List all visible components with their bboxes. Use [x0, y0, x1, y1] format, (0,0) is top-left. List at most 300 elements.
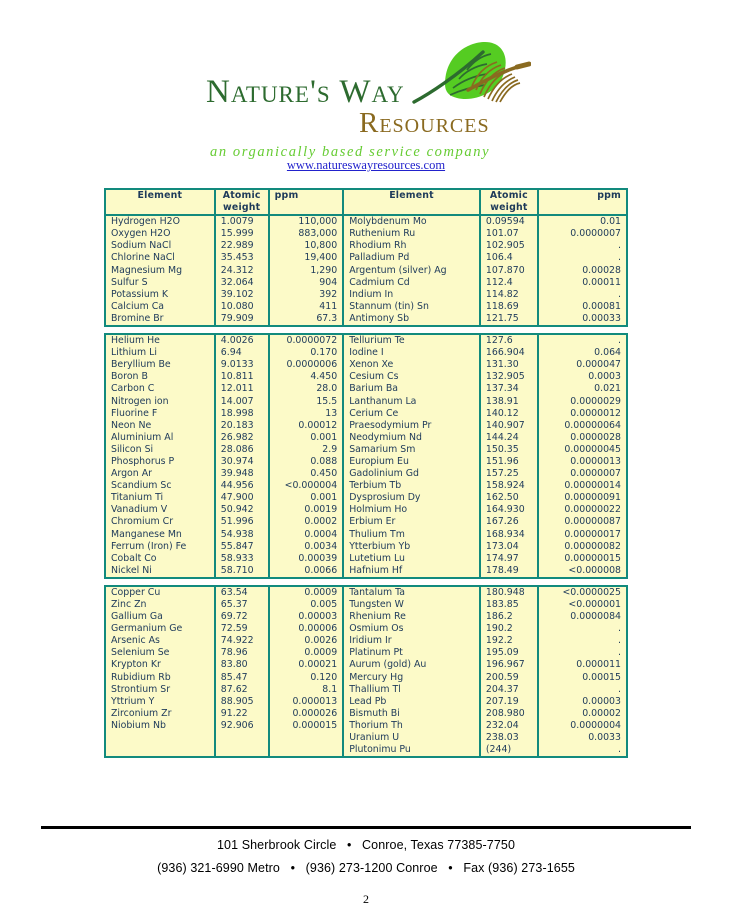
- cell-line: Tellurium Te: [349, 335, 405, 347]
- cell-line: Ruthenium Ru: [349, 228, 416, 240]
- cell-line: 167.26: [485, 516, 519, 528]
- cell-line: <0.000008: [568, 564, 621, 576]
- atomic-weight-label-line1: Atomic: [222, 190, 261, 201]
- cell-line: 0.00039: [298, 552, 338, 564]
- cell-line: 54.938: [220, 528, 254, 540]
- atomic-weights-left: [215, 215, 269, 326]
- column-header-element-left: Element: [105, 189, 215, 215]
- cell-line: Selenium Se: [111, 647, 170, 659]
- cell-line: 208.980: [485, 707, 525, 719]
- cell-line: 28.0: [316, 383, 338, 395]
- cell-line: 28.086: [220, 443, 254, 455]
- cell-line: 200.59: [485, 671, 519, 683]
- cell-line: Sodium NaCl: [111, 240, 172, 252]
- cell-line: 0.000026: [292, 707, 338, 719]
- cell-line: Rhenium Re: [349, 611, 406, 623]
- cell-line: Cadmium Cd: [349, 276, 410, 288]
- cell-line: Nitrogen ion: [111, 395, 169, 407]
- table-header-row: [105, 189, 627, 215]
- cell-line: 411: [319, 300, 338, 312]
- footer-phone-conroe: (936) 273-1200 Conroe: [305, 861, 438, 875]
- cell-line: 35.453: [220, 252, 254, 264]
- leaf-icon: [411, 40, 531, 115]
- cell-line: Thorium Th: [349, 719, 403, 731]
- cell-line: 114.82: [485, 288, 519, 300]
- table-row: [105, 586, 627, 757]
- element-table-section-3: [104, 585, 628, 758]
- company-logo: [196, 44, 536, 160]
- cell-line: <0.000004: [284, 480, 338, 492]
- cell-line: Aluminium Al: [111, 431, 174, 443]
- logo-wordmark-line1: Nature's Way: [206, 74, 405, 110]
- cell-line: 173.04: [485, 540, 519, 552]
- cell-line: Arsenic As: [111, 635, 160, 647]
- cell-line: Germanium Ge: [111, 623, 183, 635]
- cell-line: 44.956: [220, 480, 254, 492]
- cell-line: 2.9: [322, 443, 338, 455]
- cell-line: Lutetium Lu: [349, 552, 405, 564]
- cell-line: Helium He: [111, 335, 160, 347]
- cell-line: 50.942: [220, 504, 254, 516]
- column-header-ppm-left: ppm: [269, 189, 344, 215]
- cell-line: 15.999: [220, 228, 254, 240]
- cell-line: 150.35: [485, 443, 519, 455]
- cell-line: 0.0000006: [286, 359, 338, 371]
- cell-line: 15.5: [316, 395, 338, 407]
- ppm-values-left: [269, 586, 344, 757]
- footer-fax: Fax (936) 273-1655: [463, 861, 575, 875]
- cell-line: 0.0000013: [570, 455, 621, 467]
- cell-line: 79.909: [220, 312, 254, 324]
- cell-line: 183.85: [485, 599, 519, 610]
- cell-line: 140.907: [485, 419, 525, 431]
- cell-line: .: [618, 635, 621, 647]
- cell-line: 0.00081: [582, 300, 621, 312]
- cell-line: 232.04: [485, 719, 519, 731]
- cell-line: Argentum (silver) Ag: [349, 264, 447, 276]
- website-link[interactable]: www.natureswayresources.com: [286, 158, 446, 172]
- cell-line: Europium Eu: [349, 455, 409, 467]
- cell-line: Sulfur S: [111, 276, 148, 288]
- cell-line: Phosphorus P: [111, 455, 175, 467]
- cell-line: 157.25: [485, 468, 519, 480]
- cell-line: 91.22: [220, 707, 248, 719]
- cell-line: Bromine Br: [111, 312, 164, 324]
- cell-line: 26.982: [220, 431, 254, 443]
- cell-line: 1.0079: [220, 216, 254, 228]
- cell-line: Lithium Li: [111, 347, 157, 359]
- cell-line: 58.710: [220, 564, 254, 576]
- cell-line: 10.080: [220, 300, 254, 312]
- cell-line: 58.933: [220, 552, 254, 564]
- ppm-values-right: [538, 215, 627, 326]
- logo-wordmark-line2: Resources: [359, 107, 490, 139]
- cell-line: Bismuth Bi: [349, 707, 400, 719]
- cell-line: Gallium Ga: [111, 611, 163, 623]
- cell-line: Lead Pb: [349, 695, 387, 707]
- cell-line: 0.064: [594, 347, 621, 359]
- cell-line: Krypton Kr: [111, 659, 161, 671]
- cell-line: Cobalt Co: [111, 552, 157, 564]
- cell-line: 207.19: [485, 695, 519, 707]
- cell-line: 39.102: [220, 288, 254, 300]
- cell-line: 0.00003: [298, 611, 338, 623]
- cell-line: 121.75: [485, 312, 519, 324]
- cell-line: Palladium Pd: [349, 252, 410, 264]
- cell-line: 4.0026: [220, 335, 254, 347]
- cell-line: 0.001: [310, 492, 338, 504]
- cell-line: (244): [485, 744, 512, 756]
- cell-line: 180.948: [485, 586, 525, 598]
- cell-line: 127.6: [485, 335, 513, 347]
- table-row: [105, 215, 627, 326]
- cell-line: 0.0003: [588, 371, 621, 383]
- cell-line: 238.03: [485, 732, 519, 744]
- atomic-weights-left: [215, 586, 269, 757]
- cell-line: Rubidium Rb: [111, 671, 171, 683]
- cell-line: 178.49: [485, 564, 519, 576]
- cell-line: 0.0019: [304, 504, 338, 516]
- cell-line: 0.00015: [582, 671, 621, 683]
- element-names-right: [343, 215, 480, 326]
- cell-line: .: [618, 647, 621, 659]
- atomic-weight-label-line2: weight: [223, 202, 261, 214]
- cell-line: 168.934: [485, 528, 525, 540]
- cell-line: Iridium Ir: [349, 635, 392, 647]
- page-number: 2: [363, 892, 369, 906]
- cell-line: 30.974: [220, 455, 254, 467]
- cell-line: 55.847: [220, 540, 254, 552]
- cell-line: 92.906: [220, 719, 254, 731]
- cell-line: 151.96: [485, 455, 519, 467]
- cell-line: Lanthanum La: [349, 395, 417, 407]
- cell-line: 13: [325, 407, 338, 419]
- cell-line: 106.4: [485, 252, 513, 264]
- cell-line: 39.948: [220, 468, 254, 480]
- cell-line: <0.0000025: [562, 586, 621, 598]
- cell-line: 4.450: [310, 371, 338, 383]
- element-tables: [104, 188, 628, 764]
- ppm-values-right: [538, 334, 627, 578]
- cell-line: 72.59: [220, 623, 248, 635]
- cell-line: 101.07: [485, 228, 519, 240]
- atomic-weight-label-line1: Atomic: [489, 190, 528, 201]
- cell-line: Beryllium Be: [111, 359, 171, 371]
- cell-line: 0.170: [310, 347, 338, 359]
- column-header-ppm-right: ppm: [538, 189, 627, 215]
- cell-line: 0.0000004: [570, 719, 621, 731]
- cell-line: Oxygen H2O: [111, 228, 171, 240]
- footer-city: Conroe, Texas 77385-7750: [362, 838, 516, 852]
- cell-line: 0.120: [310, 671, 338, 683]
- cell-line: 24.312: [220, 264, 254, 276]
- element-names-right: [343, 334, 480, 578]
- footer-phone-line: [0, 861, 732, 875]
- cell-line: Iodine I: [349, 347, 384, 359]
- cell-line: 6.94: [220, 347, 242, 359]
- cell-line: Neon Ne: [111, 419, 152, 431]
- cell-line: 8.1: [322, 683, 338, 695]
- footer-address-line: [0, 838, 732, 852]
- cell-line: 65.37: [220, 599, 248, 610]
- cell-line: Zirconium Zr: [111, 707, 172, 719]
- atomic-weights-right: [480, 215, 538, 326]
- cell-line: Hafnium Hf: [349, 564, 403, 576]
- cell-line: 0.00012: [298, 419, 338, 431]
- cell-line: 162.50: [485, 492, 519, 504]
- cell-line: 138.91: [485, 395, 519, 407]
- atomic-weights-right: [480, 586, 538, 757]
- cell-line: 0.0000007: [570, 468, 621, 480]
- cell-line: 0.00028: [582, 264, 621, 276]
- cell-line: 137.34: [485, 383, 519, 395]
- cell-line: Titanium Ti: [111, 492, 164, 504]
- ppm-values-right: [538, 586, 627, 757]
- cell-line: 0.0000029: [570, 395, 621, 407]
- cell-line: Calcium Ca: [111, 300, 164, 312]
- cell-line: .: [618, 623, 621, 635]
- cell-line: 22.989: [220, 240, 254, 252]
- cell-line: Hydrogen H2O: [111, 216, 180, 228]
- cell-line: Xenon Xe: [349, 359, 394, 371]
- cell-line: Plutonimu Pu: [349, 744, 411, 756]
- cell-line: 0.0000012: [570, 407, 621, 419]
- cell-line: 0.0066: [304, 564, 338, 576]
- element-names-left: [105, 215, 215, 326]
- cell-line: 0.00000064: [564, 419, 621, 431]
- cell-line: 88.905: [220, 695, 254, 707]
- cell-line: 186.2: [485, 611, 513, 623]
- cell-line: 0.0009: [304, 586, 338, 598]
- cell-line: Yttrium Y: [111, 695, 155, 707]
- cell-line: 0.000013: [292, 695, 338, 707]
- element-names-left: [105, 586, 215, 757]
- cell-line: Erbium Er: [349, 516, 396, 528]
- cell-line: 0.00021: [298, 659, 338, 671]
- cell-line: 0.00006: [298, 623, 338, 635]
- cell-line: Cesium Cs: [349, 371, 399, 383]
- element-names-left: [105, 334, 215, 578]
- cell-line: 0.01: [600, 216, 621, 228]
- cell-line: 0.00003: [582, 695, 621, 707]
- cell-line: .: [618, 240, 621, 252]
- cell-line: 0.00000022: [564, 504, 621, 516]
- cell-line: 47.900: [220, 492, 254, 504]
- cell-line: Platinum Pt: [349, 647, 403, 659]
- cell-line: 102.905: [485, 240, 525, 252]
- cell-line: 132.905: [485, 371, 525, 383]
- atomic-weights-right: [480, 334, 538, 578]
- cell-line: 74.922: [220, 635, 254, 647]
- cell-line: 0.0026: [304, 635, 338, 647]
- cell-line: Tantalum Ta: [349, 586, 406, 598]
- cell-line: 118.69: [485, 300, 519, 312]
- cell-line: Niobium Nb: [111, 719, 166, 731]
- cell-line: 85.47: [220, 671, 248, 683]
- cell-line: 0.0002: [304, 516, 338, 528]
- footer-divider: [41, 826, 691, 829]
- cell-line: 164.930: [485, 504, 525, 516]
- cell-line: 0.001: [310, 431, 338, 443]
- table-row: [105, 334, 627, 578]
- cell-line: .: [618, 744, 621, 756]
- cell-line: Scandium Sc: [111, 480, 172, 492]
- cell-line: 0.00000045: [564, 443, 621, 455]
- cell-line: 78.96: [220, 647, 248, 659]
- cell-line: 883,000: [298, 228, 338, 240]
- cell-line: <0.000001: [568, 599, 621, 610]
- cell-line: 9.0133: [220, 359, 254, 371]
- cell-line: Zinc Zn: [111, 599, 147, 610]
- cell-line: 10,800: [304, 240, 338, 252]
- cell-line: 0.00000015: [564, 552, 621, 564]
- cell-line: 0.0033: [588, 732, 621, 744]
- cell-line: .: [618, 252, 621, 264]
- cell-line: Holmium Ho: [349, 504, 408, 516]
- footer-separator-icon: •: [290, 861, 296, 875]
- cell-line: 904: [319, 276, 338, 288]
- element-names-right: [343, 586, 480, 757]
- element-table-section-1: [104, 188, 628, 327]
- cell-line: Vanadium V: [111, 504, 168, 516]
- cell-line: Molybdenum Mo: [349, 216, 427, 228]
- column-header-atomic-weight-left: [215, 189, 269, 215]
- cell-line: Thallium Tl: [349, 683, 401, 695]
- cell-line: 174.97: [485, 552, 519, 564]
- cell-line: 69.72: [220, 611, 248, 623]
- cell-line: 0.00000082: [564, 540, 621, 552]
- cell-line: 0.00000014: [564, 480, 621, 492]
- cell-line: Praesodymium Pr: [349, 419, 432, 431]
- ppm-values-left: [269, 215, 344, 326]
- cell-line: 0.0034: [304, 540, 338, 552]
- column-header-atomic-weight-right: [480, 189, 538, 215]
- cell-line: Dysprosium Dy: [349, 492, 421, 504]
- cell-line: 0.0000028: [570, 431, 621, 443]
- page-header: [0, 0, 732, 180]
- cell-line: .: [618, 288, 621, 300]
- atomic-weights-left: [215, 334, 269, 578]
- cell-line: Cerium Ce: [349, 407, 399, 419]
- cell-line: Neodymium Nd: [349, 431, 422, 443]
- cell-line: Ytterbium Yb: [349, 540, 411, 552]
- cell-line: Mercury Hg: [349, 671, 404, 683]
- cell-line: 0.00002: [582, 707, 621, 719]
- cell-line: 0.000015: [292, 719, 338, 731]
- cell-line: 87.62: [220, 683, 248, 695]
- logo-tagline: an organically based service company: [210, 144, 491, 160]
- cell-line: Osmium Os: [349, 623, 404, 635]
- cell-line: Thulium Tm: [349, 528, 405, 540]
- cell-line: Antimony Sb: [349, 312, 410, 324]
- cell-line: 0.0000084: [570, 611, 621, 623]
- cell-line: 192.2: [485, 635, 513, 647]
- cell-line: Aurum (gold) Au: [349, 659, 427, 671]
- cell-line: 18.998: [220, 407, 254, 419]
- cell-line: Chlorine NaCl: [111, 252, 175, 264]
- cell-line: 83.80: [220, 659, 248, 671]
- cell-line: 392: [319, 288, 338, 300]
- cell-line: Tungsten W: [349, 599, 404, 610]
- cell-line: 0.000011: [576, 659, 621, 671]
- cell-line: 0.00000087: [564, 516, 621, 528]
- cell-line: 1,290: [310, 264, 338, 276]
- cell-line: 0.000047: [576, 359, 621, 371]
- cell-line: 0.0000072: [286, 335, 338, 347]
- cell-line: 107.870: [485, 264, 525, 276]
- cell-line: Chromium Cr: [111, 516, 174, 528]
- cell-line: Terbium Tb: [349, 480, 402, 492]
- cell-line: 140.12: [485, 407, 519, 419]
- cell-line: 204.37: [485, 683, 519, 695]
- cell-line: Barium Ba: [349, 383, 399, 395]
- cell-line: Argon Ar: [111, 468, 152, 480]
- cell-line: Rhodium Rh: [349, 240, 407, 252]
- cell-line: Strontium Sr: [111, 683, 171, 695]
- cell-line: 14.007: [220, 395, 254, 407]
- atomic-weight-label-line2: weight: [490, 202, 528, 214]
- cell-line: 32.064: [220, 276, 254, 288]
- element-table-section-2: [104, 333, 628, 579]
- column-header-element-right: Element: [343, 189, 480, 215]
- cell-line: Magnesium Mg: [111, 264, 183, 276]
- cell-line: 158.924: [485, 480, 525, 492]
- cell-line: 0.00000017: [564, 528, 621, 540]
- cell-line: Manganese Mn: [111, 528, 182, 540]
- cell-line: 0.088: [310, 455, 338, 467]
- footer-separator-icon: •: [346, 838, 352, 852]
- cell-line: .: [618, 683, 621, 695]
- cell-line: 0.00000091: [564, 492, 621, 504]
- footer-separator-icon: •: [448, 861, 453, 875]
- cell-line: 51.996: [220, 516, 254, 528]
- cell-line: Indium In: [349, 288, 394, 300]
- cell-line: 0.09594: [485, 216, 525, 228]
- page-footer: [0, 826, 732, 907]
- website-link-wrapper: [0, 158, 732, 173]
- footer-phone-metro: (936) 321-6990 Metro: [157, 861, 280, 875]
- cell-line: Gadolinium Gd: [349, 468, 419, 480]
- cell-line: 12.011: [220, 383, 254, 395]
- cell-line: 63.54: [220, 586, 248, 598]
- cell-line: 0.005: [310, 599, 338, 610]
- footer-street: 101 Sherbrook Circle: [216, 838, 337, 852]
- cell-line: 131.30: [485, 359, 519, 371]
- cell-line: Samarium Sm: [349, 443, 416, 455]
- cell-line: Stannum (tin) Sn: [349, 300, 429, 312]
- cell-line: 0.0000007: [570, 228, 621, 240]
- cell-line: Copper Cu: [111, 586, 161, 598]
- cell-line: 112.4: [485, 276, 513, 288]
- cell-line: 144.24: [485, 431, 519, 443]
- cell-line: 0.0009: [304, 647, 338, 659]
- cell-line: 19,400: [304, 252, 338, 264]
- cell-line: 0.450: [310, 468, 338, 480]
- cell-line: 20.183: [220, 419, 254, 431]
- cell-line: Uranium U: [349, 732, 400, 744]
- cell-line: Silicon Si: [111, 443, 154, 455]
- cell-line: 0.0004: [304, 528, 338, 540]
- cell-line: Fluorine F: [111, 407, 158, 419]
- cell-line: Nickel Ni: [111, 564, 152, 576]
- cell-line: 0.00011: [582, 276, 621, 288]
- cell-line: .: [618, 335, 621, 347]
- cell-line: 0.00033: [582, 312, 621, 324]
- cell-line: Boron B: [111, 371, 148, 383]
- ppm-values-left: [269, 334, 344, 578]
- cell-line: Ferrum (Iron) Fe: [111, 540, 187, 552]
- cell-line: 0.021: [594, 383, 621, 395]
